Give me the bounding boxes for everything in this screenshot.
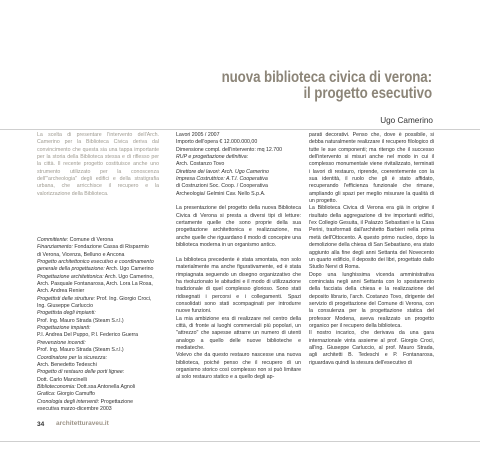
credit-value: P.I. Andrea Del Puppo, P.I. Federico Guerra xyxy=(37,332,139,339)
paragraph: La Biblioteca Civica di Verona era già in origine il risultato della aggregazione di tre importanti edifici, l'ex Collegio Gesuita, il Palazzo Sebastiani e la Casa Perini, trasformati dall'architetto Barbieri nella prima metà dell'Ottocento. A questo primo nucleo, dopo la demolizione della chiesa di San Sebastiano, era stato aggiunto alla fine degli anni Settanta del Novecento un quarto edificio, il deposito dei libri, progettato dallo Studio Nervi di Roma. xyxy=(309,205,434,271)
credit-line xyxy=(37,244,159,251)
credit-value: esecutiva marzo-dicembre 2003 xyxy=(37,405,112,412)
credit-key: Progettazione architettonica: xyxy=(37,273,104,280)
article-title xyxy=(157,70,432,102)
credit-value: Prof. Ing. Mauro Strada (Steam S.r.l.) xyxy=(37,347,124,354)
column-2 xyxy=(176,132,301,382)
credit-line xyxy=(37,237,159,244)
credit-value: Prof. Ing. Giorgio Croci, xyxy=(95,295,152,302)
paragraph: La biblioteca precedente è stata smontata, non solo materialmente ma anche figurativamente, ed è stata rimpiagnata seguendo un disegno organizzativo che ha rivoluzionato le abitudini e il modo di utilizzazione tradizionale di quel complesso glorioso. Sono stati ridisegnati i percorsi e i collegamenti. Spazi consolidati sono stati scompaginati per introdurre nuove funzioni. xyxy=(176,256,301,315)
abstract-text: La scelta di presentare l'intervento dell'Arch. Camerino per la Biblioteca Civica deriva dal convincimento che questa sia una tappa importante per la storia della Biblioteca stessa e di riflesso per la città. Il recente progetto costituisce anche uno strumento utilizzato per la conoscenza dell'"archeologia" degli edifici e della stratigrafia urbana, che arricchisce il recupero e la valorizzazione della Biblioteca. xyxy=(37,132,159,197)
credit-key: Progetto architettonico esecutivo e coordinamento xyxy=(37,259,154,266)
credit-line xyxy=(37,310,159,317)
credit-line xyxy=(37,355,159,362)
credit-value: di Verona, Vicenza, Belluno e Ancona xyxy=(37,251,125,258)
credit-key: Coordinatore per la sicurezza: xyxy=(37,354,108,361)
meta-line: Lavori 2005 / 2007 xyxy=(176,132,220,138)
credit-line xyxy=(37,274,159,281)
credit-key: Prevenzione incendi: xyxy=(37,339,86,346)
paragraph: La mia ambizione era di realizzare nel centro della città, di fronte ai luoghi commerciali più popolari, un "attrezzo" che sapesse attrarre un numero di utenti analogo a quello delle nuove biblioteche e mediateche. xyxy=(176,315,301,351)
credit-line xyxy=(37,369,159,376)
title-line-2: il progetto esecutivo xyxy=(303,85,432,102)
credit-line xyxy=(37,325,159,332)
credit-value: Ing. Giuseppe Carluccio xyxy=(37,303,94,310)
meta-line: Archeologia/ Gelmini Cav. Nello S.p.A. xyxy=(176,190,266,197)
credit-key: Grafica: xyxy=(37,391,56,398)
credit-line xyxy=(37,391,159,398)
credit-value: Prof. Ing. Mauro Strada (Steam S.r.l.) xyxy=(37,317,124,324)
credit-value: Arch. Andrea Renier xyxy=(37,288,85,295)
footer-divider xyxy=(0,441,480,442)
credit-key: Finanziamento: xyxy=(37,244,73,251)
project-meta xyxy=(176,132,301,198)
abstract xyxy=(37,132,159,198)
credit-line xyxy=(37,332,159,339)
credit-key: Progettista degli impianti: xyxy=(37,310,96,317)
paragraph: parati decorativi. Penso che, dove è possibile, si debba naturalmente realizzare il recupero filologico di tutte le sue componenti; ma ritengo che il successo dell'intervento si misuri anche nel modo in cui il complesso monumentale viene rivitalizzato, terminati i lavori di restauro, riprende, coerentemente con la sua identità, il ruolo che gli è stato affidato, recuperando l'efficienza funzionale che rimane, ampliando gli spazi per meglio misurare la qualità di un progetto. xyxy=(309,132,434,205)
credit-line xyxy=(37,347,159,354)
credit-line xyxy=(37,259,159,266)
meta-line: Impresa Costruttrice: A.T.I. Cooperativa xyxy=(176,176,268,183)
page-number: 34 xyxy=(37,421,45,428)
credit-key: Progettisti delle strutture: xyxy=(37,295,96,302)
credit-line xyxy=(37,281,159,288)
project-credits xyxy=(37,237,159,413)
header-divider xyxy=(0,129,480,130)
credit-line xyxy=(37,288,159,295)
credit-value: Progettazione xyxy=(99,398,134,405)
meta-line: Direttore dei lavori: Arch. Ugo Camerino xyxy=(176,168,269,175)
paragraph: La presentazione del progetto della nuova Biblioteca Civica di Verona si presta a diversi tipi di letture: certamente quelle che sono proprie della sua progettazione architettonica e realizzazione, ma anche quelle che riguardano il modo di concepire una biblioteca moderna in un organismo antico. xyxy=(176,205,301,249)
column-3 xyxy=(309,132,434,367)
meta-line: Dimensione compl. dell'intervento: mq 12.700 xyxy=(176,146,283,153)
meta-line: Importo dell'opera € 12.000.000,00 xyxy=(176,139,258,146)
credit-line xyxy=(37,296,159,303)
credit-line xyxy=(37,252,159,259)
credit-key: Biblioteconomia: xyxy=(37,383,76,390)
credit-value: Comune di Verona xyxy=(68,237,114,243)
meta-line: Arch. Costanzo Tovo xyxy=(176,161,225,168)
paragraph: Volevo che da questo restauro nascesse una nuova biblioteca, poiché penso che il recupero di un organismo storico così complesso non si può limitare al solo restauro statico e a quello degli ap- xyxy=(176,352,301,381)
credit-key: Progettazione impianti: xyxy=(37,325,91,332)
credit-value: Giorgio Camuffo xyxy=(55,391,95,398)
credit-line xyxy=(37,266,159,273)
meta-line: RUP e progettazione definitiva: xyxy=(176,154,249,161)
credit-value: Arch. Pasquale Fontanarosa, Arch. Lora La Rosa, xyxy=(37,281,153,288)
credit-value: Arch. Ugo Camerino, xyxy=(103,273,154,280)
credit-line xyxy=(37,318,159,325)
credit-line xyxy=(37,362,159,369)
meta-line: di Costruzioni Soc. Coop. / Cooperativa xyxy=(176,183,268,190)
credit-line xyxy=(37,384,159,391)
paragraph: Dopo una lunghissima vicenda amministrativa cominciata negli anni Settanta con lo spostamento della facciata della chiesa e la realizzazione del deposito librario, l'arch. Costanzo Tovo, dirigente del servizio di progettazione del Comune di Verona, con la consulenza per la progettazione statica del professor Modena, aveva realizzato un progetto organico per il recupero della biblioteca. xyxy=(309,271,434,329)
credit-value: Fondazione Cassa di Risparmio xyxy=(72,244,149,251)
paragraph: Il nostro incarico, che derivava da una gara internazionale vinta assieme al prof. Giorgio Croci, all'ing. Giuseppe Carluccio, al prof. Mauro Strada, agli architetti B. Tedeschi e P. Fontanarosa, riguardava quindi la stesura dell'esecutivo di xyxy=(309,330,434,366)
column-1 xyxy=(37,132,159,412)
credit-line xyxy=(37,340,159,347)
credit-value: Dott. Carlo Mancinelli xyxy=(37,376,87,383)
credit-line xyxy=(37,303,159,310)
credit-line xyxy=(37,406,159,413)
credit-line xyxy=(37,399,159,406)
footer-site: architetturaveu.it xyxy=(56,420,109,427)
credit-key: Cronologia degli interventi: xyxy=(37,398,100,405)
credit-line xyxy=(37,377,159,384)
title-line-1: nuova biblioteca civica di verona: xyxy=(221,69,432,86)
credit-value: Arch. Ugo Camerino xyxy=(104,266,154,273)
credit-key: Committente: xyxy=(37,237,69,243)
credit-value: Dott.ssa Antonella Agnoli xyxy=(75,383,136,390)
credit-value: Arch. Benedetto Tedeschi xyxy=(37,361,97,368)
author-name: Ugo Camerino xyxy=(380,116,433,125)
credit-key: Progetto di restauro delle porti lignee: xyxy=(37,369,125,376)
credit-key: generale della progettazione: xyxy=(37,266,105,273)
